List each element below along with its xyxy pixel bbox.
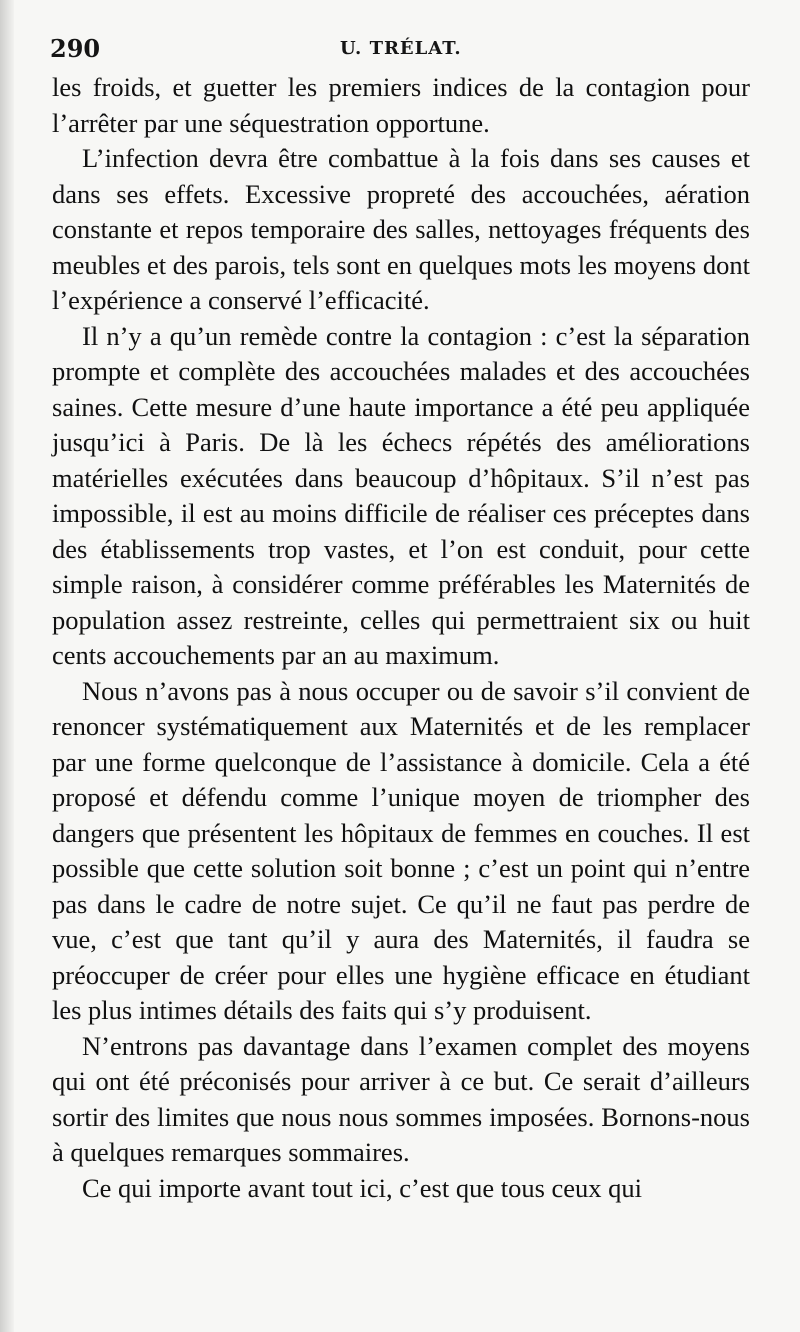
paragraph-3: Il n’y a qu’un remède contre la contagion : c’est la séparation prompte et complète des accouchées malades et des accouchées saines. Cette mesure d’une haute importance a été peu appliquée jusqu’ici à Paris. De là les échecs répétés des améliorations matérielles exécutées dans beaucoup d’hôpitaux. S’il n’est pas impossible, il est au moins difficile de réaliser ces préceptes dans des établissements trop vastes, et l’on est conduit, pour cette simple raison, à considérer comme préférables les Maternités de population assez restreinte, celles qui permettraient six ou huit cents accouchements par an au maximum. [52,320,750,670]
paragraph-2: L’infection devra être combattue à la fois dans ses causes et dans ses effets. Excessive propreté des accouchées, aération constante et repos temporaire des salles, nettoyages fréquents des meubles et des parois, tels sont en quelques mots les moyens dont l’expérience a conservé l’efficacité. [52,143,750,315]
running-head: U. TRÉLAT. [340,38,462,59]
paragraph-6: Ce qui importe avant tout ici, c’est que tous ceux qui [82,1172,643,1203]
body-text [52,70,750,1206]
paragraph-4: Nous n’avons pas à nous occuper ou de savoir s’il convient de renoncer systématiquement aux Maternités et de les remplacer par une forme quelconque de l’assistance à domicile. Cela a été proposé et défendu comme l’unique moyen de triompher des dangers que présentent les hôpitaux de femmes en couches. Il est possible que cette solution soit bonne ; c’est un point qui n’entre pas dans le cadre de notre sujet. Ce qu’il ne faut pas perdre de vue, c’est que tant qu’il y aura des Maternités, il faudra se préoccuper de créer pour elles une hygiène efficace en étudiant les plus intimes détails des faits qui s’y produisent. [52,675,750,1025]
page-header [50,34,750,68]
page-number: 290 [50,34,101,63]
page-edge-shadow [0,0,14,1332]
paragraph-5: N’entrons pas davantage dans l’examen complet des moyens qui ont été préconisés pour arriver à ce but. Ce serait d’ailleurs sortir des limites que nous nous sommes imposées. Bornons-nous à quelques remarques sommaires. [52,1030,750,1167]
paragraph-1: les froids, et guetter les premiers indices de la contagion pour l’arrêter par une séquestration opportune. [52,72,750,138]
